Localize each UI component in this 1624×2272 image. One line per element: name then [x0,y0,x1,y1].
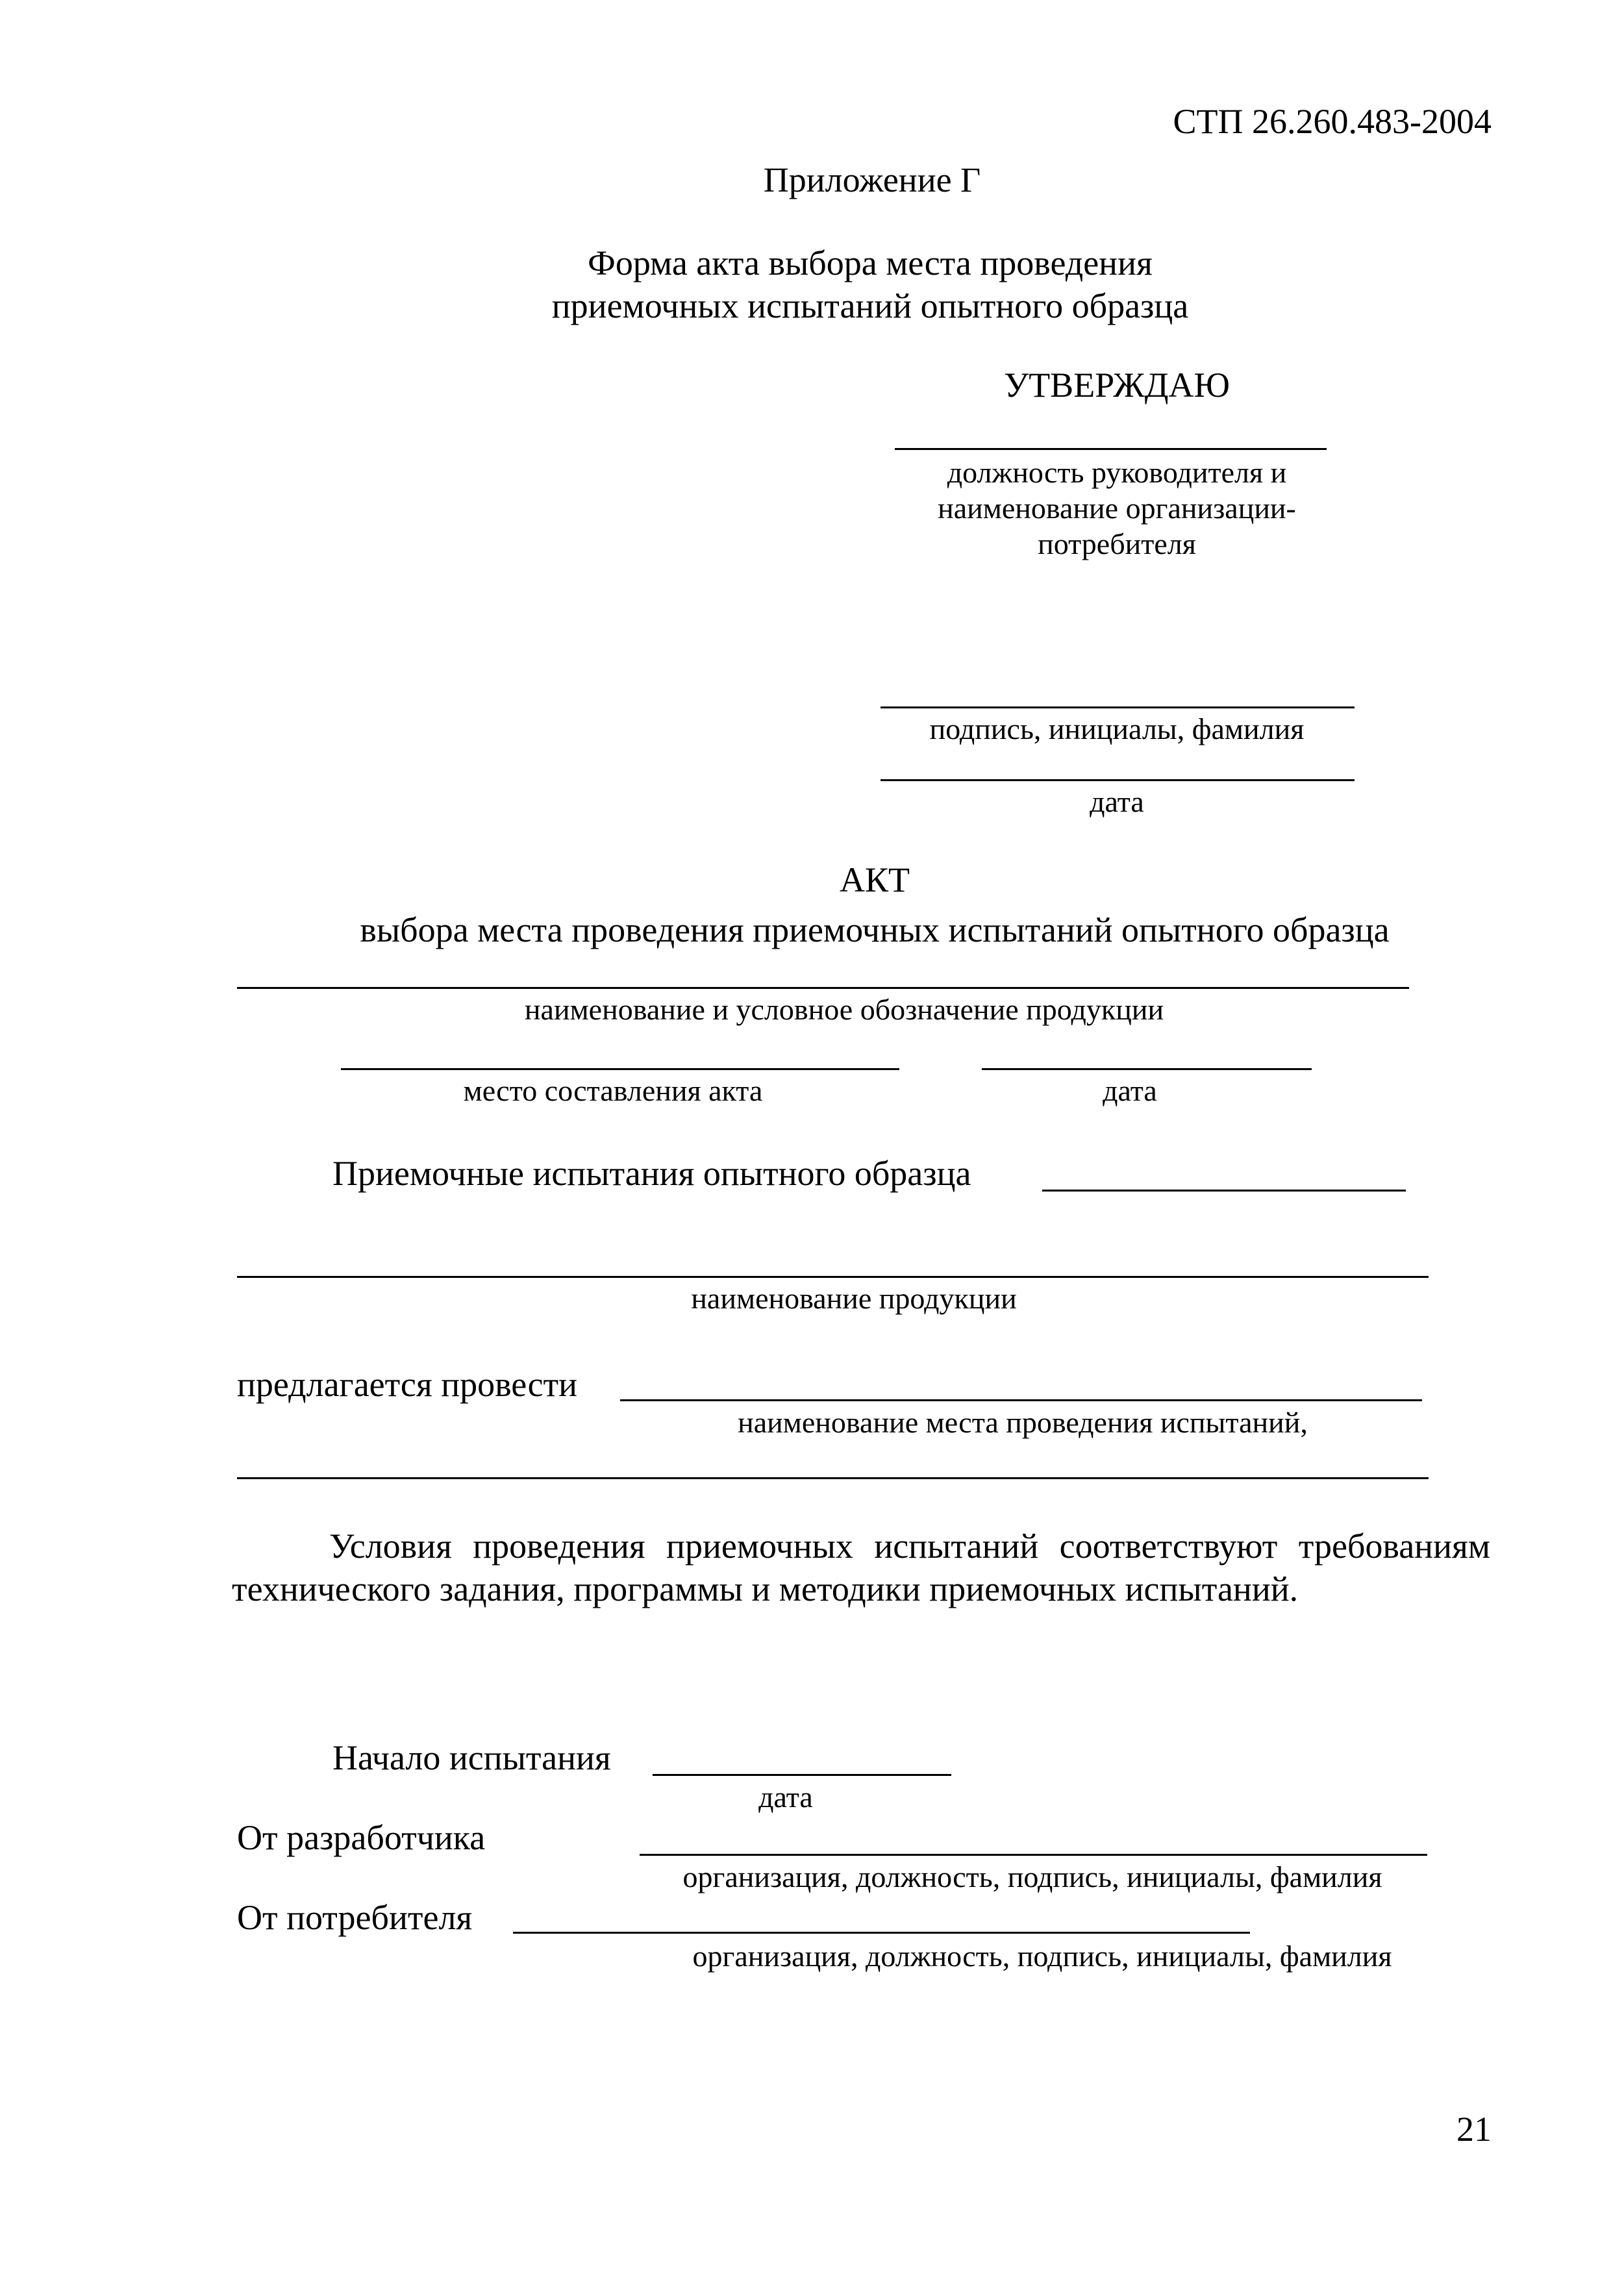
act-date-caption: дата [1103,1074,1157,1107]
page-number: 21 [1456,2110,1492,2149]
approval-date-line [881,779,1355,781]
product-name-line [237,1276,1429,1278]
appendix-title: Приложение Г [763,160,981,199]
signature-field-line [881,706,1355,708]
place-caption: место составления акта [463,1074,763,1107]
product-name-caption: наименование продукции [691,1282,1017,1315]
developer-label: От разработчика [237,1818,486,1857]
consumer-line [513,1932,1250,1934]
consumer-caption: организация, должность, подпись, инициалы, фамилия [692,1940,1392,1973]
form-title-line-1: Форма акта выбора места проведения [588,243,1153,282]
propose-label: предлагается провести [237,1365,578,1404]
position-caption-2: наименование организации- [938,492,1296,525]
product-field-line [237,987,1409,989]
position-caption-1: должность руководителя и [947,456,1287,489]
form-title-line-2: приемочных испытаний опытного образца [551,286,1189,325]
test-place-line-2 [237,1477,1429,1479]
tests-field-line [1042,1190,1406,1192]
act-subtitle: выбора места проведения приемочных испытаний опытного образца [360,910,1390,949]
start-label: Начало испытания [332,1738,611,1777]
act-title: АКТ [840,860,910,899]
tests-label: Приемочные испытания опытного образца [332,1154,971,1193]
position-caption-3: потребителя [1038,527,1196,560]
test-place-line [620,1399,1422,1401]
developer-caption: организация, должность, подпись, инициалы, фамилия [682,1860,1382,1893]
start-date-caption: дата [758,1780,813,1814]
act-date-field-line [982,1068,1312,1070]
signature-caption: подпись, инициалы, фамилия [929,712,1305,745]
start-date-line [653,1774,951,1776]
conditions-paragraph: Условия проведения приемочных испытаний соответствуют требованиям технического задания, программы и методики приемочных испытаний. [232,1527,1490,1608]
document-code: СТП 26.260.483-2004 [1173,102,1492,141]
developer-line [640,1854,1427,1856]
consumer-label: От потребителя [237,1898,473,1937]
test-place-caption: наименование места проведения испытаний, [738,1406,1308,1439]
approval-date-caption: дата [1090,785,1144,818]
place-field-line [341,1068,899,1070]
position-field-line [895,448,1327,450]
approve-heading: УТВЕРЖДАЮ [1003,366,1230,405]
product-caption: наименование и условное обозначение продукции [524,993,1164,1026]
